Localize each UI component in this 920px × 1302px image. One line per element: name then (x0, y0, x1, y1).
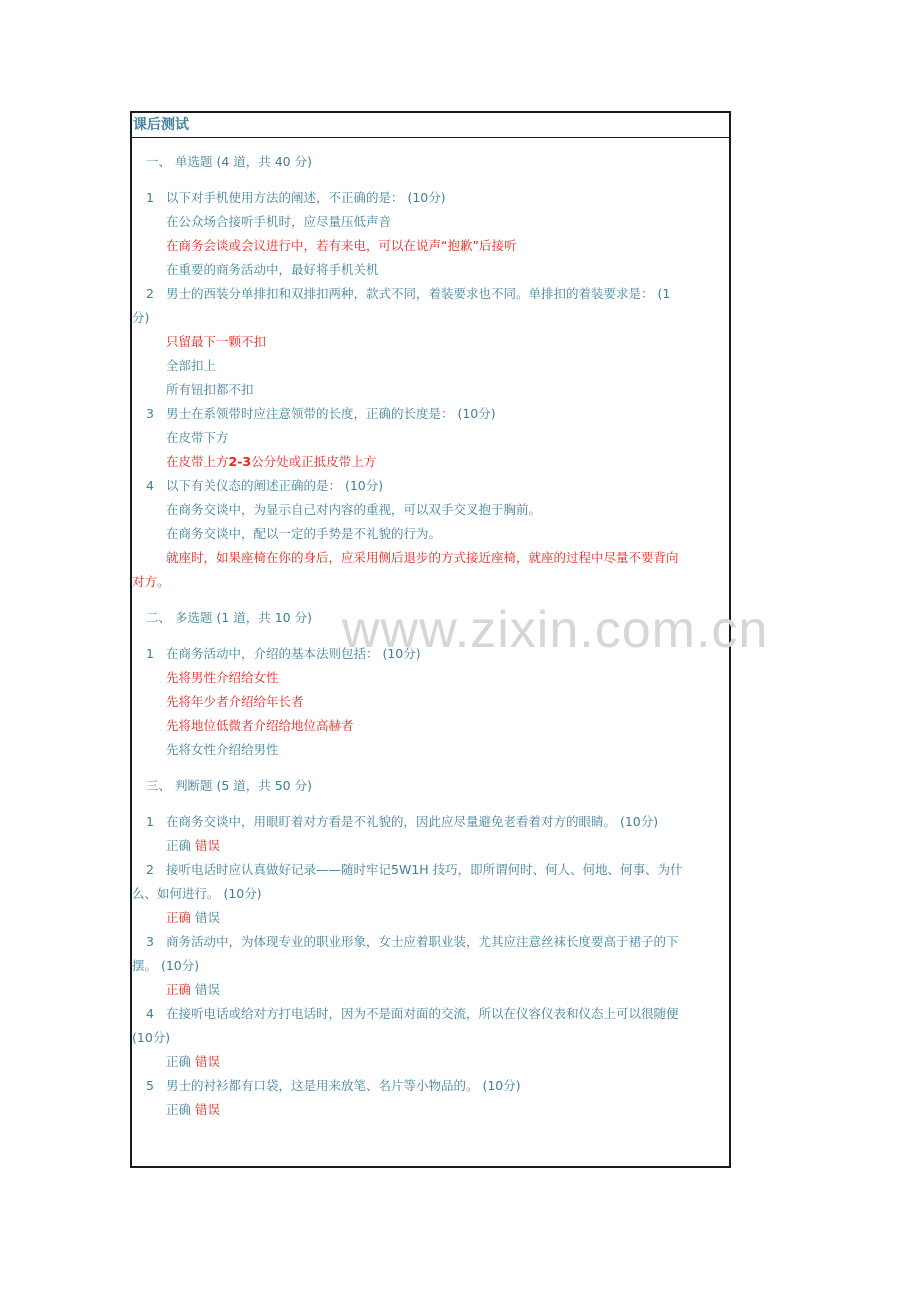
question-number: 1 (146, 190, 154, 205)
quiz-panel (130, 111, 731, 1168)
option-text-part: 公分处或正抵皮带上方 (251, 454, 377, 469)
option-item[interactable]: 在商务交谈中，为显示自己对内容的重视，可以双手交叉抱于胸前。 (166, 502, 542, 517)
true-option[interactable]: 正确 (166, 838, 192, 853)
question-text: 以下有关仪态的阐述正确的是： (10分) (166, 478, 384, 493)
question-text: 商务活动中，为体现专业的职业形象，女士应着职业装，尤其应注意丝袜长度要高于裙子的下 (166, 934, 679, 949)
question-number: 2 (146, 862, 154, 877)
question-text: 在接听电话或给对方打电话时，因为不是面对面的交流，所以在仪容仪表和仪态上可以很随便 (166, 1006, 679, 1021)
question-number: 3 (146, 934, 154, 949)
option-text-part: 在皮带上方 (166, 454, 229, 469)
option-item[interactable]: 就座时，如果座椅在你的身后，应采用侧后退步的方式接近座椅，就座的过程中尽量不要背向 (166, 550, 679, 565)
question-text-cont: 摆。 (10分) (132, 958, 200, 973)
false-option[interactable]: 错误 (195, 838, 221, 853)
question-number: 2 (146, 286, 154, 301)
option-item[interactable]: 所有钮扣都不扣 (166, 382, 254, 397)
section-heading: 一、 单选题 (4 道，共 40 分) (146, 154, 312, 169)
true-option[interactable]: 正确 (166, 982, 192, 997)
question-number: 4 (146, 1006, 154, 1021)
question-number: 3 (146, 406, 154, 421)
true-option[interactable]: 正确 (166, 1054, 192, 1069)
option-item[interactable]: 在商务交谈中，配以一定的手势是不礼貌的行为。 (166, 526, 442, 541)
option-item[interactable]: 先将年少者介绍给年长者 (166, 694, 304, 709)
false-option[interactable]: 错误 (195, 982, 221, 997)
option-item-cont: 对方。 (132, 574, 170, 589)
question-text: 在商务交谈中，用眼盯着对方看是不礼貌的，因此应尽量避免老看着对方的眼睛。 (10分) (166, 814, 659, 829)
true-false-options (166, 1050, 220, 1074)
false-option[interactable]: 错误 (195, 910, 221, 925)
question-text-cont: 么、如何进行。 (10分) (132, 886, 262, 901)
true-false-options (166, 978, 220, 1002)
option-text-part: 2-3 (228, 454, 252, 469)
question-text: 男士在系领带时应注意领带的长度，正确的长度是： (10分) (166, 406, 496, 421)
question-text-cont: 分) (132, 310, 150, 325)
option-item[interactable]: 在商务会谈或会议进行中，若有来电，可以在说声“抱歉”后接听 (166, 238, 517, 253)
false-option[interactable]: 错误 (195, 1102, 221, 1117)
option-item[interactable] (166, 450, 376, 474)
option-item[interactable]: 全部扣上 (166, 358, 217, 373)
false-option[interactable]: 错误 (195, 1054, 221, 1069)
section-heading: 三、 判断题 (5 道，共 50 分) (146, 778, 312, 793)
option-item[interactable]: 先将地位低微者介绍给地位高赫者 (166, 718, 354, 733)
question-number: 4 (146, 478, 154, 493)
true-false-options (166, 834, 220, 858)
question-text-cont: (10分) (132, 1030, 171, 1045)
option-item[interactable]: 只留最下一颗不扣 (166, 334, 267, 349)
question-text: 男士的西装分单排扣和双排扣两种，款式不同，着装要求也不同。单排扣的着装要求是： (1 (166, 286, 671, 301)
option-item[interactable]: 先将男性介绍给女性 (166, 670, 279, 685)
option-item[interactable]: 先将女性介绍给男性 (166, 742, 279, 757)
true-option[interactable]: 正确 (166, 910, 192, 925)
question-number: 1 (146, 814, 154, 829)
panel-title: 课后测试 (132, 113, 729, 138)
question-number: 5 (146, 1078, 154, 1093)
watermark: www.zixin.com.cn (342, 601, 769, 659)
true-option[interactable]: 正确 (166, 1102, 192, 1117)
question-number: 1 (146, 646, 154, 661)
section-heading: 二、 多选题 (1 道，共 10 分) (146, 610, 312, 625)
question-text: 男士的衬衫都有口袋，这是用来放笔、名片等小物品的。 (10分) (166, 1078, 521, 1093)
question-text: 以下对手机使用方法的阐述，不正确的是： (10分) (166, 190, 446, 205)
true-false-options (166, 906, 220, 930)
option-item[interactable]: 在重要的商务活动中，最好将手机关机 (166, 262, 379, 277)
true-false-options (166, 1098, 220, 1122)
option-item[interactable]: 在公众场合接听手机时，应尽量压低声音 (166, 214, 392, 229)
option-item[interactable]: 在皮带下方 (166, 430, 229, 445)
question-text: 在商务活动中，介绍的基本法则包括： (10分) (166, 646, 421, 661)
question-text: 接听电话时应认真做好记录——随时牢记5W1H 技巧，即所谓何时、何人、何地、何事、为什 (166, 862, 683, 877)
